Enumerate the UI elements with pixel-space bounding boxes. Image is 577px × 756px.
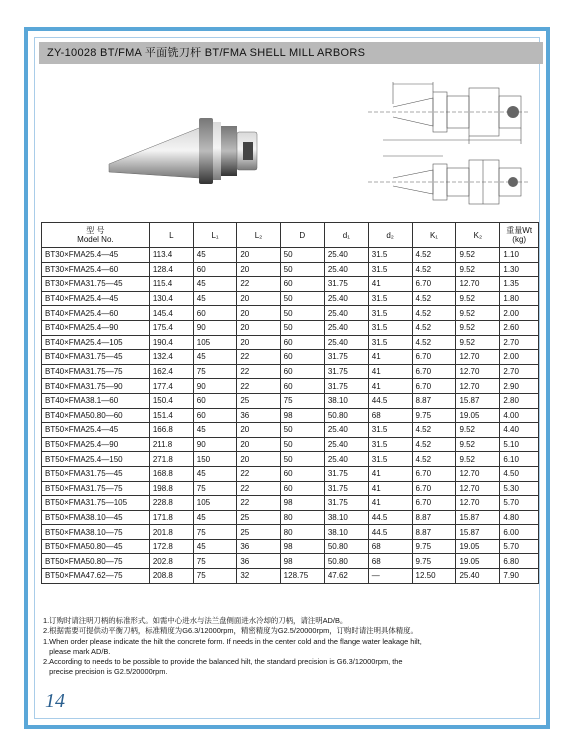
cell-D: 60 <box>280 364 324 379</box>
header-L: L <box>149 223 193 248</box>
catalog-title: ZY-10028 BT/FMA 平面铣刀杆 BT/FMA SHELL MILL ARBORS <box>39 42 543 64</box>
cell-weight: 4.50 <box>500 466 539 481</box>
cell-L: 115.4 <box>149 277 193 292</box>
cell-model: BT40×FMA31.75—75 <box>42 364 150 379</box>
note-line: please mark AD/B. <box>43 647 111 656</box>
cell-K1: 8.87 <box>412 510 456 525</box>
cell-K2: 19.05 <box>456 554 500 569</box>
cell-weight: 5.10 <box>500 437 539 452</box>
cell-L1: 105 <box>193 335 237 350</box>
cell-D: 128.75 <box>280 569 324 584</box>
cell-L: 172.8 <box>149 539 193 554</box>
cell-L2: 20 <box>237 335 280 350</box>
cell-L: 145.4 <box>149 306 193 321</box>
cell-K2: 9.52 <box>456 452 500 467</box>
table-row <box>42 437 539 452</box>
cell-d2: 41 <box>368 277 412 292</box>
table-row <box>42 496 539 511</box>
cell-d1: 50.80 <box>324 554 368 569</box>
header-weight-unit: (kg) <box>512 235 527 244</box>
cell-L: 130.4 <box>149 291 193 306</box>
cell-weight: 4.00 <box>500 408 539 423</box>
cell-weight: 1.30 <box>500 262 539 277</box>
cell-d1: 38.10 <box>324 510 368 525</box>
cell-L1: 60 <box>193 306 237 321</box>
cell-L1: 45 <box>193 423 237 438</box>
cell-D: 98 <box>280 496 324 511</box>
cell-L: 162.4 <box>149 364 193 379</box>
cell-D: 50 <box>280 423 324 438</box>
cell-L2: 36 <box>237 539 280 554</box>
cell-weight: 2.70 <box>500 335 539 350</box>
cell-d2: 31.5 <box>368 291 412 306</box>
cell-weight: 4.80 <box>500 510 539 525</box>
cell-K1: 4.52 <box>412 306 456 321</box>
cell-L: 171.8 <box>149 510 193 525</box>
cell-L1: 75 <box>193 554 237 569</box>
cell-K1: 4.52 <box>412 320 456 335</box>
cell-d2: 41 <box>368 364 412 379</box>
cell-model: BT50×FMA25.4—45 <box>42 423 150 438</box>
cell-model: BT50×FMA25.4—90 <box>42 437 150 452</box>
cell-d1: 25.40 <box>324 335 368 350</box>
cell-L: 201.8 <box>149 525 193 540</box>
cell-K2: 9.52 <box>456 291 500 306</box>
table-row <box>42 481 539 496</box>
cell-weight: 2.70 <box>500 364 539 379</box>
cell-K2: 9.52 <box>456 248 500 263</box>
table-row <box>42 452 539 467</box>
cell-model: BT50×FMA25.4—150 <box>42 452 150 467</box>
cell-K2: 9.52 <box>456 335 500 350</box>
cell-L1: 60 <box>193 393 237 408</box>
cell-model: BT50×FMA50.80—45 <box>42 539 150 554</box>
cell-K2: 15.87 <box>456 510 500 525</box>
cell-L: 150.4 <box>149 393 193 408</box>
cell-weight: 4.40 <box>500 423 539 438</box>
cell-K2: 12.70 <box>456 364 500 379</box>
cell-D: 98 <box>280 539 324 554</box>
cell-D: 60 <box>280 481 324 496</box>
cell-K1: 6.70 <box>412 364 456 379</box>
cell-K2: 9.52 <box>456 262 500 277</box>
cell-L1: 45 <box>193 510 237 525</box>
cell-L2: 20 <box>237 437 280 452</box>
table-row <box>42 364 539 379</box>
table-row <box>42 335 539 350</box>
page-frame <box>24 27 550 729</box>
cell-weight: 2.00 <box>500 306 539 321</box>
header-d1: d₁ <box>324 223 368 248</box>
header-d2: d₂ <box>368 223 412 248</box>
cell-d2: — <box>368 569 412 584</box>
header-weight-label: 重量Wt <box>506 226 533 235</box>
cell-L2: 20 <box>237 291 280 306</box>
cell-K1: 9.75 <box>412 408 456 423</box>
cell-d1: 25.40 <box>324 437 368 452</box>
cell-model: BT40×FMA31.75—90 <box>42 379 150 394</box>
table-row <box>42 262 539 277</box>
cell-L2: 25 <box>237 525 280 540</box>
cell-K1: 6.70 <box>412 466 456 481</box>
cell-K1: 4.52 <box>412 452 456 467</box>
cell-D: 50 <box>280 452 324 467</box>
cell-d2: 41 <box>368 379 412 394</box>
cell-K2: 9.52 <box>456 437 500 452</box>
cell-L: 151.4 <box>149 408 193 423</box>
cell-K1: 4.52 <box>412 291 456 306</box>
table-row <box>42 569 539 584</box>
cell-L2: 36 <box>237 554 280 569</box>
header-model-en: Model No. <box>77 235 114 244</box>
cell-K1: 6.70 <box>412 496 456 511</box>
table-row <box>42 510 539 525</box>
cell-K1: 4.52 <box>412 335 456 350</box>
table-row <box>42 554 539 569</box>
cell-d1: 31.75 <box>324 481 368 496</box>
cell-d2: 68 <box>368 539 412 554</box>
table-row <box>42 525 539 540</box>
cell-K1: 8.87 <box>412 393 456 408</box>
table-row <box>42 539 539 554</box>
cell-model: BT50×FMA31.75—75 <box>42 481 150 496</box>
cell-L2: 22 <box>237 277 280 292</box>
cell-model: BT40×FMA25.4—90 <box>42 320 150 335</box>
cell-L: 113.4 <box>149 248 193 263</box>
cell-D: 60 <box>280 335 324 350</box>
cell-d1: 25.40 <box>324 452 368 467</box>
cell-K1: 4.52 <box>412 437 456 452</box>
cell-K2: 12.70 <box>456 277 500 292</box>
cell-K1: 9.75 <box>412 539 456 554</box>
note-line: 1.When order please indicate the hilt the concrete form. If needs in the center cold and the flange water leakage hilt, <box>43 637 422 646</box>
cell-L2: 20 <box>237 423 280 438</box>
cell-D: 50 <box>280 248 324 263</box>
cell-K2: 19.05 <box>456 539 500 554</box>
cell-L1: 150 <box>193 452 237 467</box>
table-row <box>42 408 539 423</box>
cell-L: 132.4 <box>149 350 193 365</box>
cell-D: 98 <box>280 408 324 423</box>
cell-model: BT40×FMA25.4—105 <box>42 335 150 350</box>
cell-d2: 31.5 <box>368 248 412 263</box>
arbor-technical-drawing <box>363 74 533 214</box>
cell-d1: 47.62 <box>324 569 368 584</box>
table-row <box>42 350 539 365</box>
cell-K1: 6.70 <box>412 350 456 365</box>
cell-L2: 22 <box>237 481 280 496</box>
cell-model: BT30×FMA25.4—60 <box>42 262 150 277</box>
cell-D: 60 <box>280 350 324 365</box>
cell-D: 50 <box>280 437 324 452</box>
cell-L2: 22 <box>237 379 280 394</box>
cell-L: 202.8 <box>149 554 193 569</box>
cell-L: 177.4 <box>149 379 193 394</box>
cell-K2: 9.52 <box>456 306 500 321</box>
cell-d1: 25.40 <box>324 248 368 263</box>
cell-d2: 31.5 <box>368 306 412 321</box>
cell-D: 50 <box>280 320 324 335</box>
cell-L1: 45 <box>193 466 237 481</box>
cell-d2: 31.5 <box>368 335 412 350</box>
cell-d1: 38.10 <box>324 393 368 408</box>
cell-d1: 31.75 <box>324 466 368 481</box>
header-weight <box>500 223 539 248</box>
cell-K2: 15.87 <box>456 393 500 408</box>
table-row <box>42 291 539 306</box>
cell-d2: 44.5 <box>368 393 412 408</box>
cell-D: 80 <box>280 525 324 540</box>
cell-L2: 36 <box>237 408 280 423</box>
table-row <box>42 248 539 263</box>
cell-weight: 5.70 <box>500 539 539 554</box>
cell-K2: 19.05 <box>456 408 500 423</box>
cell-d1: 50.80 <box>324 408 368 423</box>
cell-L: 211.8 <box>149 437 193 452</box>
cell-K2: 12.70 <box>456 379 500 394</box>
cell-K2: 9.52 <box>456 423 500 438</box>
table-row <box>42 277 539 292</box>
cell-model: BT30×FMA25.4—45 <box>42 248 150 263</box>
cell-K1: 4.52 <box>412 248 456 263</box>
cell-D: 75 <box>280 393 324 408</box>
cell-model: BT50×FMA38.10—75 <box>42 525 150 540</box>
cell-K2: 12.70 <box>456 496 500 511</box>
cell-L2: 25 <box>237 393 280 408</box>
cell-L1: 90 <box>193 437 237 452</box>
cell-K1: 6.70 <box>412 379 456 394</box>
cell-L1: 45 <box>193 277 237 292</box>
cell-L: 271.8 <box>149 452 193 467</box>
cell-L1: 75 <box>193 364 237 379</box>
cell-d1: 31.75 <box>324 379 368 394</box>
cell-d1: 31.75 <box>324 277 368 292</box>
spec-table-body <box>42 248 539 584</box>
cell-d1: 31.75 <box>324 350 368 365</box>
header-model-cn: 型 号 <box>86 226 105 235</box>
cell-K2: 12.70 <box>456 481 500 496</box>
cell-D: 50 <box>280 306 324 321</box>
cell-L: 198.8 <box>149 481 193 496</box>
cell-L1: 60 <box>193 408 237 423</box>
cell-L2: 22 <box>237 364 280 379</box>
cell-L1: 75 <box>193 569 237 584</box>
header-K1: K₁ <box>412 223 456 248</box>
cell-weight: 1.10 <box>500 248 539 263</box>
cell-d1: 25.40 <box>324 320 368 335</box>
cell-d2: 41 <box>368 481 412 496</box>
cell-model: BT40×FMA25.4—45 <box>42 291 150 306</box>
cell-model: BT40×FMA31.75—45 <box>42 350 150 365</box>
cell-model: BT30×FMA31.75—45 <box>42 277 150 292</box>
spec-table <box>41 222 539 584</box>
cell-L: 228.8 <box>149 496 193 511</box>
cell-weight: 6.00 <box>500 525 539 540</box>
cell-d1: 31.75 <box>324 364 368 379</box>
cell-L: 128.4 <box>149 262 193 277</box>
cell-D: 60 <box>280 466 324 481</box>
cell-weight: 7.90 <box>500 569 539 584</box>
cell-D: 60 <box>280 379 324 394</box>
header-D: D <box>280 223 324 248</box>
cell-d2: 41 <box>368 350 412 365</box>
cell-L: 166.8 <box>149 423 193 438</box>
cell-weight: 6.80 <box>500 554 539 569</box>
cell-model: BT40×FMA38.1—60 <box>42 393 150 408</box>
table-row <box>42 379 539 394</box>
cell-L2: 22 <box>237 466 280 481</box>
cell-d1: 25.40 <box>324 262 368 277</box>
cell-L: 175.4 <box>149 320 193 335</box>
cell-d2: 68 <box>368 554 412 569</box>
cell-model: BT50×FMA50.80—75 <box>42 554 150 569</box>
cell-weight: 1.35 <box>500 277 539 292</box>
note-line: 1.订购时请注明刀柄的标准形式。如需中心进水与法兰盘侧面进水冷却的刀柄，请注明AD/B。 <box>43 616 348 625</box>
cell-L: 190.4 <box>149 335 193 350</box>
cell-d2: 31.5 <box>368 320 412 335</box>
note-line: precise precision is G2.5/20000rpm. <box>43 667 168 676</box>
cell-D: 50 <box>280 262 324 277</box>
table-header-row <box>42 223 539 248</box>
cell-weight: 2.60 <box>500 320 539 335</box>
cell-K1: 6.70 <box>412 277 456 292</box>
cell-L2: 20 <box>237 320 280 335</box>
cell-weight: 1.80 <box>500 291 539 306</box>
cell-L2: 22 <box>237 350 280 365</box>
page-number: 14 <box>45 690 65 712</box>
cell-d2: 31.5 <box>368 423 412 438</box>
header-model <box>42 223 150 248</box>
cell-d2: 31.5 <box>368 452 412 467</box>
cell-d1: 50.80 <box>324 539 368 554</box>
cell-D: 60 <box>280 277 324 292</box>
header-L2: L₂ <box>237 223 280 248</box>
cell-L2: 20 <box>237 452 280 467</box>
cell-L1: 90 <box>193 379 237 394</box>
table-row <box>42 306 539 321</box>
arbor-photo <box>103 94 263 204</box>
cell-d1: 25.40 <box>324 306 368 321</box>
cell-d2: 31.5 <box>368 262 412 277</box>
cell-K1: 6.70 <box>412 481 456 496</box>
cell-L1: 45 <box>193 291 237 306</box>
cell-L1: 60 <box>193 262 237 277</box>
table-row <box>42 466 539 481</box>
cell-K2: 25.40 <box>456 569 500 584</box>
table-row <box>42 423 539 438</box>
cell-L1: 45 <box>193 350 237 365</box>
cell-K1: 4.52 <box>412 423 456 438</box>
cell-weight: 2.00 <box>500 350 539 365</box>
cell-d2: 44.5 <box>368 525 412 540</box>
cell-model: BT40×FMA25.4—60 <box>42 306 150 321</box>
cell-d1: 25.40 <box>324 423 368 438</box>
cell-d2: 41 <box>368 466 412 481</box>
cell-D: 80 <box>280 510 324 525</box>
notes <box>43 616 543 677</box>
cell-weight: 5.70 <box>500 496 539 511</box>
header-K2: K₂ <box>456 223 500 248</box>
cell-K2: 12.70 <box>456 466 500 481</box>
cell-model: BT50×FMA31.75—45 <box>42 466 150 481</box>
cell-K1: 4.52 <box>412 262 456 277</box>
cell-K2: 12.70 <box>456 350 500 365</box>
table-row <box>42 320 539 335</box>
cell-D: 98 <box>280 554 324 569</box>
cell-L1: 75 <box>193 525 237 540</box>
cell-d1: 25.40 <box>324 291 368 306</box>
cell-L2: 32 <box>237 569 280 584</box>
cell-K1: 9.75 <box>412 554 456 569</box>
cell-K1: 12.50 <box>412 569 456 584</box>
cell-L: 208.8 <box>149 569 193 584</box>
cell-d2: 44.5 <box>368 510 412 525</box>
cell-D: 50 <box>280 291 324 306</box>
cell-model: BT50×FMA47.62—75 <box>42 569 150 584</box>
cell-L: 168.8 <box>149 466 193 481</box>
cell-L2: 22 <box>237 496 280 511</box>
cell-d2: 68 <box>368 408 412 423</box>
cell-d2: 41 <box>368 496 412 511</box>
note-line: 2.根据需要可提供动平衡刀柄，标准精度为G6.3/12000rpm，精密精度为G2.5/20000rpm，订购时请注明具体精度。 <box>43 626 418 635</box>
cell-weight: 2.90 <box>500 379 539 394</box>
cell-weight: 5.30 <box>500 481 539 496</box>
cell-d1: 31.75 <box>324 496 368 511</box>
table-row <box>42 393 539 408</box>
cell-L1: 45 <box>193 248 237 263</box>
cell-L1: 45 <box>193 539 237 554</box>
cell-K1: 8.87 <box>412 525 456 540</box>
cell-weight: 2.80 <box>500 393 539 408</box>
cell-L2: 20 <box>237 306 280 321</box>
cell-L2: 20 <box>237 262 280 277</box>
page-inner <box>34 37 540 719</box>
cell-K2: 9.52 <box>456 320 500 335</box>
note-line: 2.According to needs to be possible to provide the balanced hilt, the standard precision is G6.3/12000rpm, the <box>43 657 403 666</box>
cell-L2: 25 <box>237 510 280 525</box>
header-L1: L₁ <box>193 223 237 248</box>
cell-d1: 38.10 <box>324 525 368 540</box>
cell-weight: 6.10 <box>500 452 539 467</box>
cell-L2: 20 <box>237 248 280 263</box>
cell-K2: 15.87 <box>456 525 500 540</box>
cell-model: BT50×FMA31.75—105 <box>42 496 150 511</box>
cell-model: BT50×FMA38.10—45 <box>42 510 150 525</box>
cell-d2: 31.5 <box>368 437 412 452</box>
cell-L1: 75 <box>193 481 237 496</box>
cell-L1: 105 <box>193 496 237 511</box>
cell-L1: 90 <box>193 320 237 335</box>
cell-model: BT40×FMA50.80—60 <box>42 408 150 423</box>
